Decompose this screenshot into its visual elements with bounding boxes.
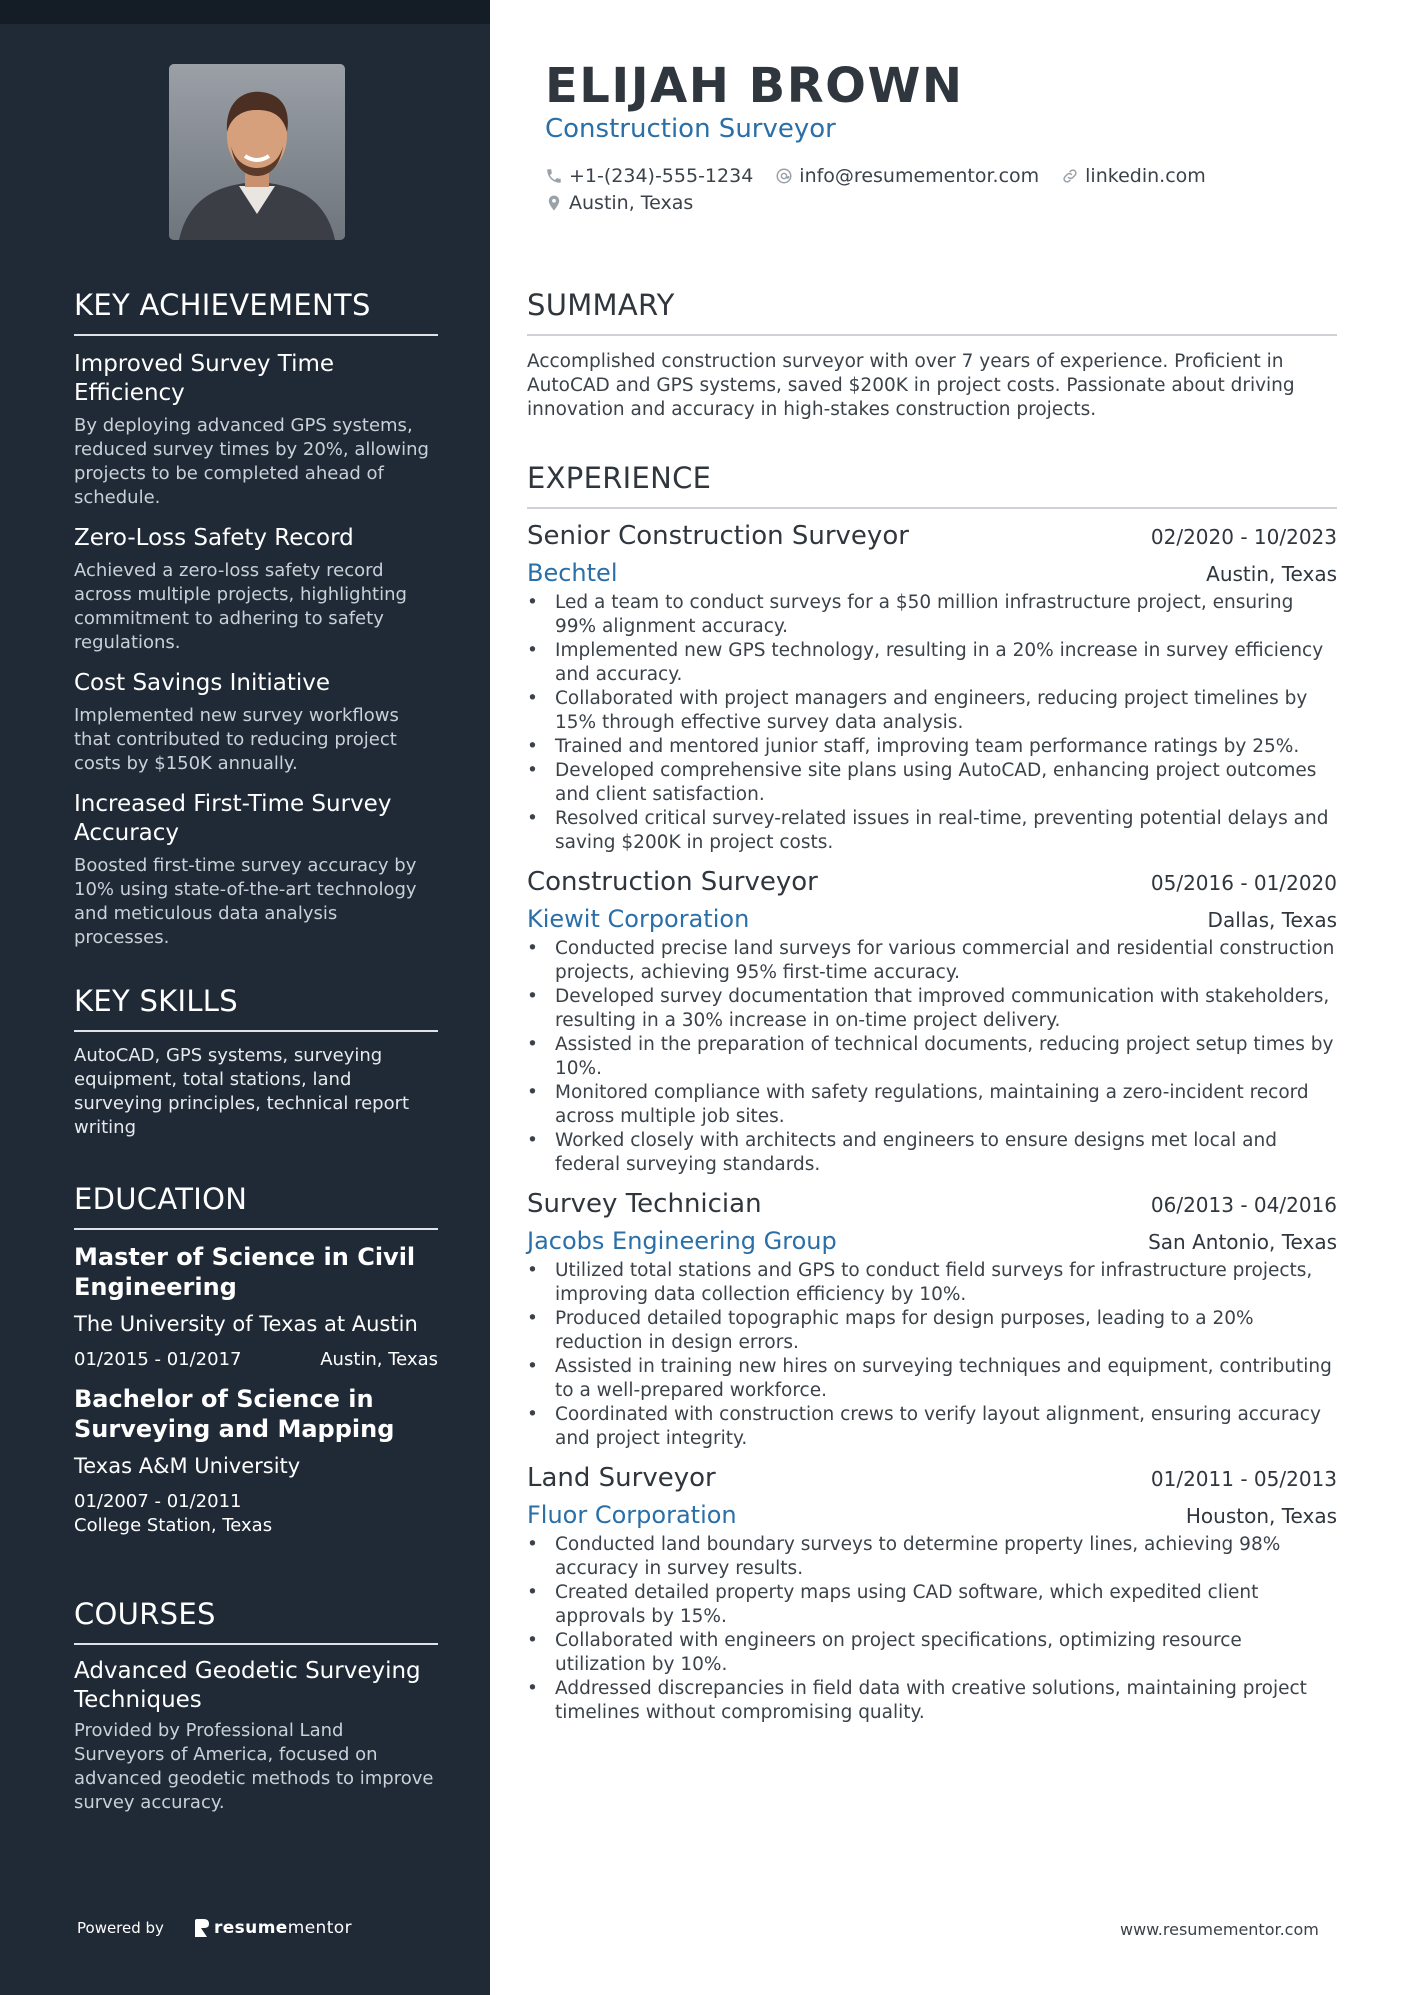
job-location: Austin, Texas [1206,562,1337,586]
footer-website-link[interactable]: www.resumementor.com [1120,1920,1319,1939]
job-dates: 05/2016 - 01/2020 [1150,871,1337,895]
courses-section [74,1597,438,1815]
contact-phone[interactable] [545,165,753,187]
job-title: Survey Technician [527,1189,762,1219]
job-bullet: • Trained and mentored junior staff, improving team performance ratings by 25%. [527,735,1337,759]
achievement-desc: Implemented new survey workflows that contributed to reducing project costs by $150K annually. [74,705,399,774]
education-school: Texas A&M University [74,1454,301,1478]
courses-heading: COURSES [74,1597,438,1645]
job-bullet: • Conducted precise land surveys for various commercial and residential construction projects, achieving 95% first-time accuracy. [527,937,1337,985]
job-bullet: • Worked closely with architects and engineers to ensure designs met local and federal surveying standards. [527,1129,1337,1177]
job-entry [527,1463,1337,1725]
job-bullets [527,1533,1337,1725]
job-bullet: • Created detailed property maps using CAD software, which expedited client approvals by 15%. [527,1581,1337,1629]
resumementor-logo-text[interactable] [214,1918,352,1938]
education-degree: Bachelor of Science in Surveying and Mapping [74,1385,395,1443]
job-bullet: • Addressed discrepancies in field data with creative solutions, maintaining project timelines without compromising quality. [527,1677,1337,1725]
contact-email[interactable] [775,165,1039,187]
job-entry [527,867,1337,1177]
education-section [74,1182,438,1538]
location-pin-icon [545,194,563,212]
powered-by [77,1918,352,1938]
job-company: Kiewit Corporation [527,905,750,933]
phone-text: +1-(234)-555-1234 [569,164,754,187]
sidebar-top-bar [0,0,490,24]
education-item [74,1242,438,1372]
job-bullet: • Produced detailed topographic maps for design purposes, leading to a 20% reduction in design errors. [527,1307,1337,1355]
job-location: Dallas, Texas [1207,908,1337,932]
job-location: Houston, Texas [1185,1504,1337,1528]
skills-list: AutoCAD, GPS systems, surveying equipment, total stations, land surveying principles, technical report writing [74,1045,410,1138]
job-company: Fluor Corporation [527,1501,737,1529]
logo-text-bold: resume [213,1918,288,1938]
location-text: Austin, Texas [569,191,694,214]
job-entry [527,1189,1337,1451]
education-school: The University of Texas at Austin [74,1312,418,1336]
job-bullet: • Coordinated with construction crews to verify layout alignment, ensuring accuracy and project integrity. [527,1403,1337,1451]
achievement-desc: Boosted first-time survey accuracy by 10% using state-of-the-art technology and meticulous data analysis processes. [74,855,417,948]
education-heading: EDUCATION [74,1182,438,1230]
candidate-name: ELIJAH BROWN [545,58,964,114]
linkedin-text: linkedin.com [1085,164,1206,187]
job-entry [527,521,1337,855]
job-bullet: • Developed comprehensive site plans using AutoCAD, enhancing project outcomes and client satisfaction. [527,759,1337,807]
job-dates: 02/2020 - 10/2023 [1150,525,1337,549]
job-bullets [527,591,1337,855]
profile-photo [169,64,345,240]
education-location: Austin, Texas [320,1349,438,1370]
job-bullets [527,937,1337,1177]
job-bullet: • Assisted in training new hires on surveying techniques and equipment, contributing to a well-prepared workforce. [527,1355,1337,1403]
email-text: info@resumementor.com [799,164,1040,187]
job-bullets [527,1259,1337,1451]
achievement-title: Improved Survey Time Efficiency [74,351,335,406]
course-title: Advanced Geodetic Surveying Techniques [74,1658,421,1713]
candidate-role: Construction Surveyor [545,114,836,144]
job-bullet: • Monitored compliance with safety regulations, maintaining a zero-incident record across multiple job sites. [527,1081,1337,1129]
summary-section [527,288,1337,422]
summary-heading: SUMMARY [527,288,1337,336]
job-dates: 06/2013 - 04/2016 [1150,1193,1337,1217]
experience-section [527,461,1337,1725]
achievement-item [74,350,438,510]
achievement-title: Increased First-Time Survey Accuracy [74,791,392,846]
education-degree: Master of Science in Civil Engineering [74,1243,416,1301]
education-location: College Station, Texas [74,1515,273,1536]
achievements-section [74,288,438,950]
achievement-item [74,669,438,776]
contact-location [545,192,693,214]
education-item [74,1384,438,1538]
skills-section [74,984,438,1140]
powered-by-label: Powered by [77,1919,164,1937]
job-title: Senior Construction Surveyor [527,521,909,551]
job-bullet: • Developed survey documentation that improved communication with stakeholders, resulting in a 30% increase in on-time project delivery. [527,985,1337,1033]
link-icon [1061,167,1079,185]
achievement-desc: Achieved a zero-loss safety record across multiple projects, highlighting commitment to adhering to safety regulations. [74,560,407,653]
education-dates: 01/2015 - 01/2017 [74,1349,242,1370]
job-company: Jacobs Engineering Group [527,1227,837,1255]
experience-heading: EXPERIENCE [527,461,1337,509]
job-bullet: • Resolved critical survey-related issues in real-time, preventing potential delays and saving $200K in project costs. [527,807,1337,855]
achievement-desc: By deploying advanced GPS systems, reduced survey times by 20%, allowing projects to be completed ahead of schedule. [74,415,429,508]
job-title: Construction Surveyor [527,867,818,897]
course-desc: Provided by Professional Land Surveyors of America, focused on advanced geodetic methods to improve survey accuracy. [74,1720,434,1813]
job-bullet: • Assisted in the preparation of technical documents, reducing project setup times by 10%. [527,1033,1337,1081]
job-bullet: • Conducted land boundary surveys to determine property lines, achieving 98% accuracy in survey results. [527,1533,1337,1581]
contact-info [545,162,1335,216]
summary-text: Accomplished construction surveyor with over 7 years of experience. Proficient in AutoCAD and GPS systems, saved $200K in project costs. Passionate about driving innovation and accuracy in high-stakes construction projects. [527,351,1295,420]
achievements-heading: KEY ACHIEVEMENTS [74,288,438,336]
job-bullet: • Collaborated with engineers on project specifications, optimizing resource utilization by 10%. [527,1629,1337,1677]
achievement-item [74,790,438,950]
education-dates: 01/2007 - 01/2011 [74,1491,242,1512]
job-company: Bechtel [527,559,618,587]
at-icon [775,167,793,185]
job-bullet: • Utilized total stations and GPS to conduct field surveys for infrastructure projects, improving data collection efficiency by 10%. [527,1259,1337,1307]
course-item [74,1657,438,1815]
job-bullet: • Led a team to conduct surveys for a $50 million infrastructure project, ensuring 99% alignment accuracy. [527,591,1337,639]
job-dates: 01/2011 - 05/2013 [1150,1467,1337,1491]
job-bullet: • Collaborated with project managers and engineers, reducing project timelines by 15% through effective survey data analysis. [527,687,1337,735]
resumementor-logo-icon [194,1918,210,1938]
contact-linkedin[interactable] [1061,165,1206,187]
sidebar [0,0,490,1995]
education-meta [74,1348,438,1372]
job-title: Land Surveyor [527,1463,716,1493]
job-bullet: • Implemented new GPS technology, resulting in a 20% increase in survey efficiency and accuracy. [527,639,1337,687]
achievement-item [74,524,438,655]
phone-icon [545,167,563,185]
achievement-title: Cost Savings Initiative [74,670,331,696]
job-location: San Antonio, Texas [1148,1230,1337,1254]
logo-text-light: mentor [287,1918,352,1938]
skills-heading: KEY SKILLS [74,984,438,1032]
achievement-title: Zero-Loss Safety Record [74,525,354,551]
